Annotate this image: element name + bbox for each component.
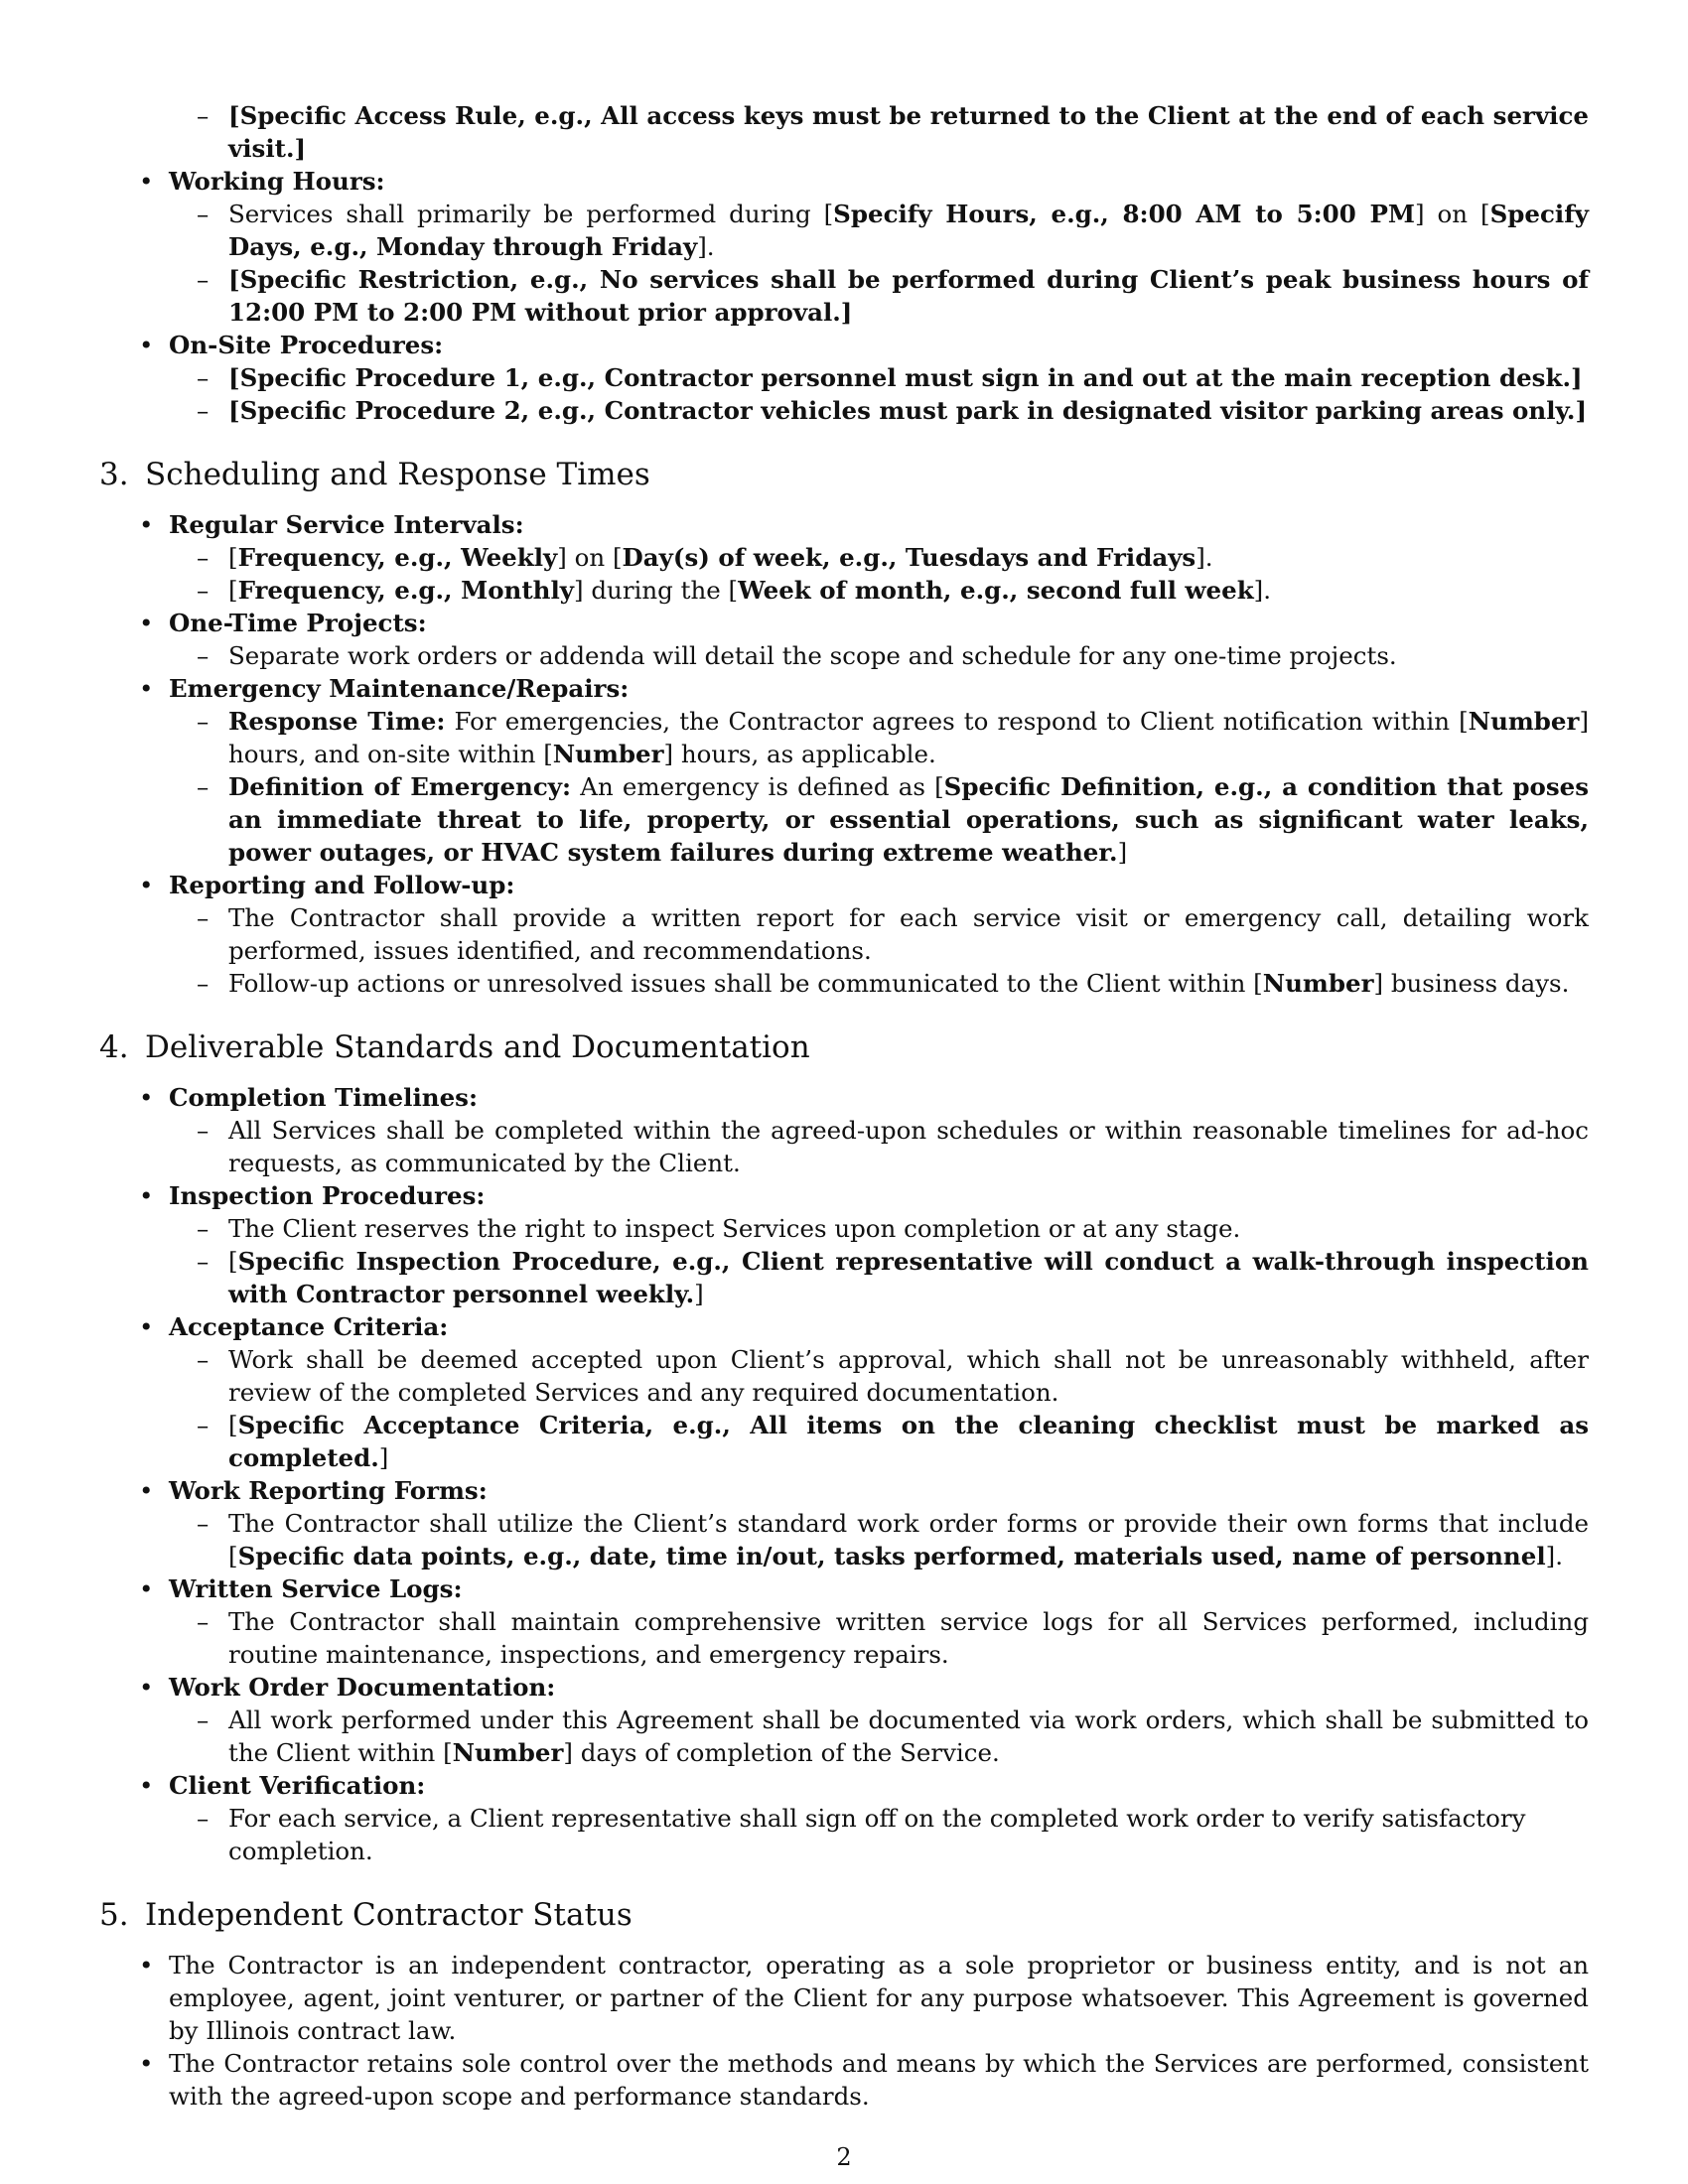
work-order-item: – All work performed under this Agreement shall be documented via work orders, which shall be submitted to the Client within [Number] days of completion of the Service. (197, 1706, 1589, 1767)
logs-item: – The Contractor shall maintain comprehensive written service logs for all Services performed, including routine maintenance, inspections, and emergency repairs. (197, 1607, 1589, 1669)
bullet-marker: • (139, 1312, 154, 1341)
working-hours-heading: • Working Hours: (139, 167, 385, 196)
section-3-heading: 3. Scheduling and Response Times (99, 457, 650, 492)
inspection-item-2: – [Specific Inspection Procedure, e.g., Client representative will conduct a walk-through inspection with Contractor personnel weekly.] (197, 1247, 1589, 1308)
bullet-marker: • (139, 1476, 154, 1505)
dash-marker: – (197, 772, 210, 801)
bullet-marker: • (139, 674, 154, 703)
dash-marker: – (197, 1607, 210, 1636)
dash-marker: – (197, 1411, 210, 1439)
section-5-heading: 5. Independent Contractor Status (99, 1897, 633, 1933)
forms-item: – The Contractor shall utilize the Client’s standard work order forms or provide their own forms that include [Specific data points, e.g., date, time in/out, tasks performed, materials used, name of personnel]. (197, 1509, 1589, 1570)
emergency-definition: – Definition of Emergency: An emergency is defined as [Specific Definition, e.g., a condition that poses an immediate threat to life, property, or essential operations, such as significant water leaks, power outages, or HVAC system failures during extreme weather.] (197, 772, 1590, 867)
one-time-projects-item: – Separate work orders or addenda will detail the scope and schedule for any one-time projects. (197, 641, 1397, 670)
working-hours-item: – Services shall primarily be performed during [Specify Hours, e.g., 8:00 AM to 5:00 PM] on [Specify Days, e.g., Monday through Friday]. (197, 200, 1589, 261)
verification-heading: • Client Verification: (139, 1771, 426, 1800)
dash-marker: – (197, 1706, 210, 1734)
dash-marker: – (197, 265, 210, 294)
acceptance-heading: • Acceptance Criteria: (139, 1312, 449, 1341)
dash-marker: – (197, 576, 210, 605)
bullet-marker: • (139, 331, 154, 359)
bullet-marker: • (139, 1673, 154, 1702)
one-time-projects-heading: • One-Time Projects: (139, 609, 427, 637)
bullet-marker: • (139, 1181, 154, 1210)
page-content (99, 99, 1589, 2113)
dash-marker: – (197, 969, 210, 998)
completion-heading: • Completion Timelines: (139, 1083, 478, 1112)
dash-marker: – (197, 543, 210, 572)
contractor-status-item-2: • The Contractor retains sole control over the methods and means by which the Services are performed, consistent with the agreed-upon scope and performance standards. (139, 2049, 1589, 2111)
dash-marker: – (197, 1247, 210, 1276)
inspection-heading: • Inspection Procedures: (139, 1181, 486, 1210)
bullet-marker: • (139, 1771, 154, 1800)
work-order-heading: • Work Order Documentation: (139, 1673, 556, 1702)
dash-marker: – (197, 641, 210, 670)
onsite-procedure-1: – [Specific Procedure 1, e.g., Contractor personnel must sign in and out at the main reception desk.] (197, 363, 1583, 392)
dash-marker: – (197, 1345, 210, 1374)
dash-marker: – (197, 1116, 210, 1145)
bullet-marker: • (139, 510, 154, 539)
bullet-marker: • (139, 1083, 154, 1112)
contractor-status-item-1: • The Contractor is an independent contractor, operating as a sole proprietor or business entity, and is not an employee, agent, joint venturer, or partner of the Client for any purpose whatsoever. This Agreement is governed by Illinois contract law. (139, 1951, 1589, 2045)
bullet-marker: • (139, 871, 154, 899)
acceptance-item-1: – Work shall be deemed accepted upon Client’s approval, which shall not be unreasonably withheld, after review of the completed Services and any required documentation. (197, 1345, 1589, 1407)
dash-marker: – (197, 396, 210, 425)
onsite-procedure-2: – [Specific Procedure 2, e.g., Contractor vehicles must park in designated visitor parking areas only.] (197, 396, 1588, 425)
dash-marker: – (197, 200, 210, 228)
regular-interval-weekly: – [Frequency, e.g., Weekly] on [Day(s) of week, e.g., Tuesdays and Fridays]. (197, 543, 1213, 572)
inspection-item-1: – The Client reserves the right to inspect Services upon completion or at any stage. (197, 1214, 1241, 1243)
bullet-marker: • (139, 1574, 154, 1603)
forms-heading: • Work Reporting Forms: (139, 1476, 488, 1505)
bullet-marker: • (139, 2049, 154, 2078)
verification-item: – For each service, a Client representative shall sign off on the completed work order to verify satisfactory completion. (197, 1804, 1526, 1865)
dash-marker: – (197, 363, 210, 392)
regular-interval-monthly: – [Frequency, e.g., Monthly] during the [Week of month, e.g., second full week]. (197, 576, 1272, 605)
completion-item: – All Services shall be completed within the agreed-upon schedules or within reasonable timelines for ad-hoc requests, as communicated by the Client. (197, 1116, 1589, 1177)
page-number: 2 (836, 2143, 852, 2171)
dash-marker: – (197, 1804, 210, 1833)
acceptance-item-2: – [Specific Acceptance Criteria, e.g., All items on the cleaning checklist must be marked as completed.] (197, 1411, 1589, 1472)
reporting-heading: • Reporting and Follow-up: (139, 871, 515, 899)
dash-marker: – (197, 1509, 210, 1538)
logs-heading: • Written Service Logs: (139, 1574, 463, 1603)
section-4-heading: 4. Deliverable Standards and Documentation (99, 1029, 810, 1065)
emergency-response-time: – Response Time: For emergencies, the Contractor agrees to respond to Client notification within [Number] hours, and on-site within [Number] hours, as applicable. (197, 707, 1589, 768)
dash-marker: – (197, 903, 210, 932)
emergency-heading: • Emergency Maintenance/Repairs: (139, 674, 630, 703)
reporting-item-1: – The Contractor shall provide a written report for each service visit or emergency call, detailing work performed, issues identified, and recommendations. (197, 903, 1589, 965)
bullet-marker: • (139, 609, 154, 637)
dash-marker: – (197, 1214, 210, 1243)
working-hours-restriction: – [Specific Restriction, e.g., No services shall be performed during Client’s peak business hours of 12:00 PM to 2:00 PM without prior approval.] (197, 265, 1589, 327)
dash-marker: – (197, 101, 210, 130)
bullet-marker: • (139, 167, 154, 196)
reporting-item-2: – Follow-up actions or unresolved issues shall be communicated to the Client within [Number] business days. (197, 969, 1570, 998)
dash-marker: – (197, 707, 210, 736)
regular-intervals-heading: • Regular Service Intervals: (139, 510, 524, 539)
onsite-procedures-heading: • On-Site Procedures: (139, 331, 444, 359)
bullet-marker: • (139, 1951, 154, 1979)
access-rule-item: – [Specific Access Rule, e.g., All access keys must be returned to the Client at the end of each service visit.] (197, 101, 1589, 163)
